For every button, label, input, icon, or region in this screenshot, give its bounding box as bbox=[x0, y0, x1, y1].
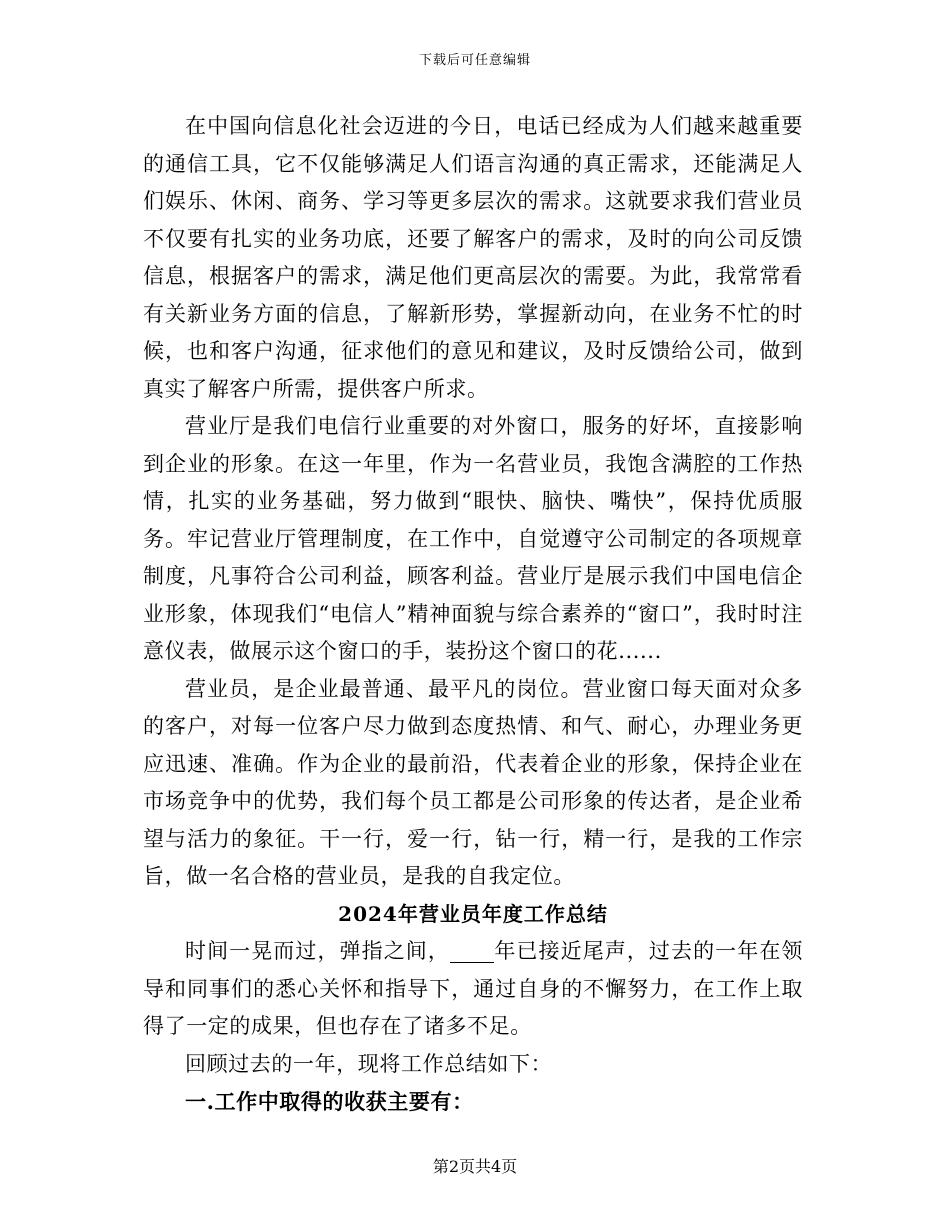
document-body bbox=[143, 108, 803, 1121]
paragraph-service-window: 营业厅是我们电信行业重要的对外窗口，服务的好坏，直接影响到企业的形象。在这一年里，作为一名营业员，我饱含满腔的工作热情，扎实的业务基础，努力做到“眼快、脑快、嘴快”，保持优质服务。牢记营业厅管理制度，在工作中，自觉遵守公司制定的各项规章制度，凡事符合公司利益，顾客利益。营业厅是展示我们中国电信企业形象，体现我们“电信人”精神面貌与综合素养的“窗口”，我时时注意仪表，做展示这个窗口的手，装扮这个窗口的花...... bbox=[143, 414, 803, 663]
intro-text-start: 时间一晃而过，弹指之间， bbox=[185, 939, 450, 963]
paragraph-intro bbox=[143, 933, 803, 1046]
paragraph-customer-needs: 在中国向信息化社会迈进的今日，电话已经成为人们越来越重要的通信工具，它不仅能够满足人们语言沟通的真正需求，还能满足人们娱乐、休闲、商务、学习等更多层次的需求。这就要求我们营业员不仅要有扎实的业务功底，还要了解客户的需求，及时的向公司反馈信息，根据客户的需求，满足他们更高层次的需要。为此，我常常看有关新业务方面的信息，了解新形势，掌握新动向，在业务不忙的时候，也和客户沟通，征求他们的意见和建议，及时反馈给公司，做到真实了解客户所需，提供客户所求。 bbox=[143, 114, 803, 401]
document-title: 2024年营业员年度工作总结 bbox=[338, 901, 608, 926]
year-blank bbox=[450, 940, 494, 963]
page-footer: 第2页共4页 bbox=[432, 1157, 518, 1176]
intro-text-end: 年已接近尾声，过去的一年在领导和同事们的悉心关怀和指导下，通过自身的不懈努力，在工作上取得了一定的成果，但也存在了诸多不足。 bbox=[143, 939, 803, 1038]
section-heading: 一.工作中取得的收获主要有： bbox=[185, 1089, 474, 1114]
page-header: 下载后可任意编辑 bbox=[418, 53, 531, 68]
paragraph-clerk-role: 营业员，是企业最普通、最平凡的岗位。营业窗口每天面对众多的客户，对每一位客户尽力做到态度热情、和气、耐心，办理业务更应迅速、准确。作为企业的最前沿，代表着企业的形象，保持企业在市场竞争中的优势，我们每个员工都是公司形象的传达者，是企业希望与活力的象征。干一行，爱一行，钻一行，精一行，是我的工作宗旨，做一名合格的营业员，是我的自我定位。 bbox=[143, 676, 803, 888]
paragraph-review: 回顾过去的一年，现将工作总结如下： bbox=[185, 1051, 553, 1076]
